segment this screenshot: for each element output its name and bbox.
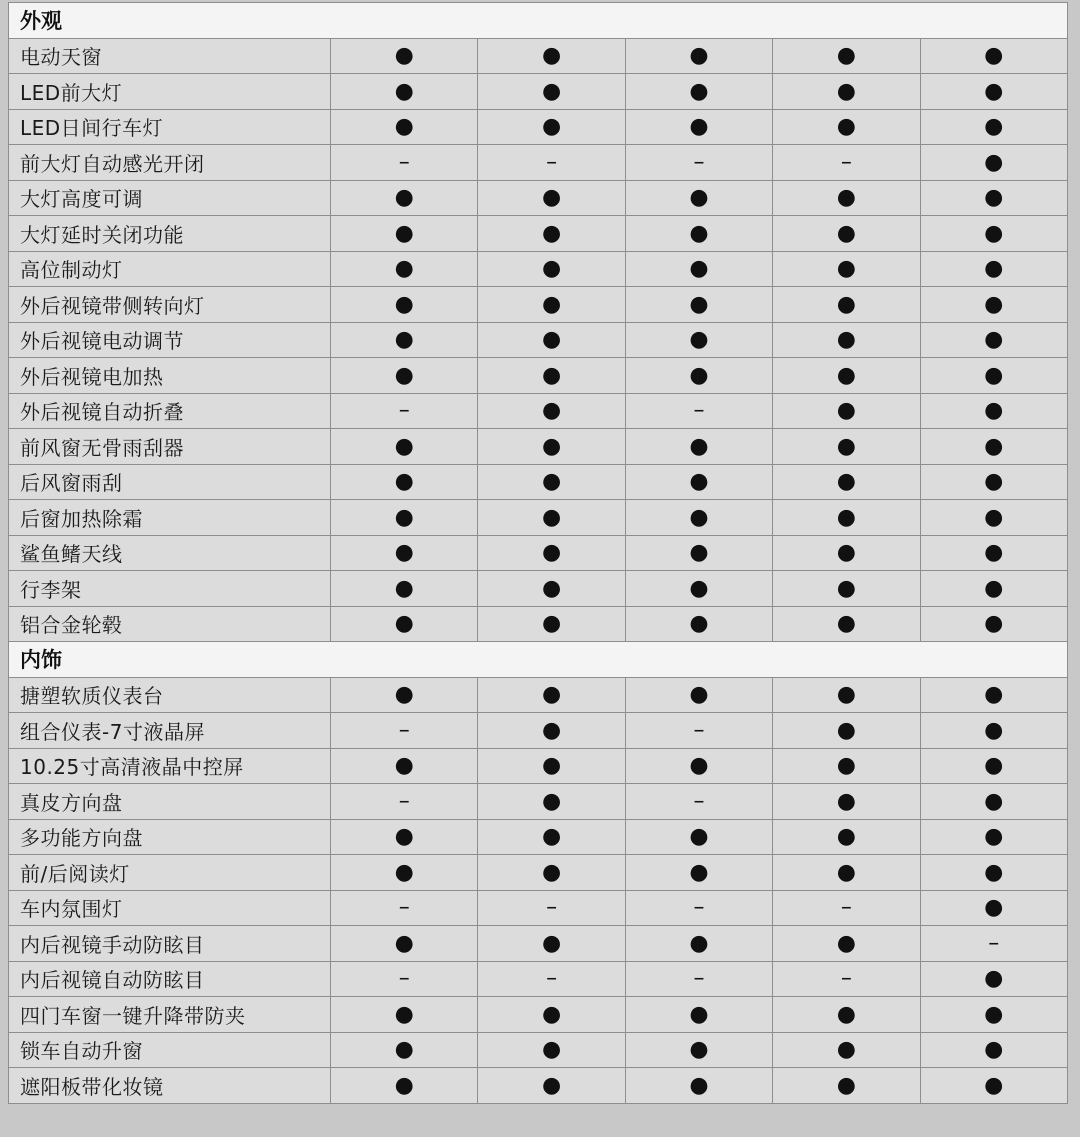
standard-dot: ● [920,322,1067,358]
standard-dot: ● [331,606,478,642]
standard-dot: ● [625,997,772,1033]
standard-dot: ● [331,287,478,323]
not-available-dash: – [331,713,478,749]
standard-dot: ● [478,429,625,465]
table-row [9,287,1068,323]
standard-dot: ● [625,926,772,962]
table-row [9,855,1068,891]
standard-dot: ● [331,1032,478,1068]
feature-label: 行李架 [9,571,331,607]
standard-dot: ● [625,180,772,216]
feature-label: 后风窗雨刮 [9,464,331,500]
feature-label: 鲨鱼鳍天线 [9,535,331,571]
standard-dot: ● [773,926,920,962]
feature-label: 搪塑软质仪表台 [9,677,331,713]
standard-dot: ● [331,464,478,500]
standard-dot: ● [773,1068,920,1104]
standard-dot: ● [773,251,920,287]
table-row [9,748,1068,784]
standard-dot: ● [478,784,625,820]
standard-dot: ● [331,500,478,536]
feature-label: 内后视镜自动防眩目 [9,961,331,997]
table-row [9,1068,1068,1104]
not-available-dash: – [331,145,478,181]
standard-dot: ● [625,38,772,74]
standard-dot: ● [773,606,920,642]
standard-dot: ● [625,855,772,891]
standard-dot: ● [478,1032,625,1068]
feature-label: 大灯高度可调 [9,180,331,216]
standard-dot: ● [920,429,1067,465]
standard-dot: ● [625,748,772,784]
standard-dot: ● [920,890,1067,926]
not-available-dash: – [625,961,772,997]
table-row [9,251,1068,287]
standard-dot: ● [331,535,478,571]
table-row [9,180,1068,216]
standard-dot: ● [478,109,625,145]
standard-dot: ● [625,358,772,394]
not-available-dash: – [773,961,920,997]
section-header [9,642,1068,678]
standard-dot: ● [920,216,1067,252]
standard-dot: ● [478,180,625,216]
standard-dot: ● [625,606,772,642]
standard-dot: ● [920,961,1067,997]
standard-dot: ● [331,251,478,287]
feature-label: 车内氛围灯 [9,890,331,926]
feature-label: 大灯延时关闭功能 [9,216,331,252]
not-available-dash: – [625,145,772,181]
standard-dot: ● [478,855,625,891]
standard-dot: ● [331,571,478,607]
section-title: 外观 [9,3,1068,39]
not-available-dash: – [625,890,772,926]
table-row [9,322,1068,358]
standard-dot: ● [331,926,478,962]
feature-label: 锁车自动升窗 [9,1032,331,1068]
standard-dot: ● [478,251,625,287]
standard-dot: ● [331,748,478,784]
feature-label: 外后视镜带侧转向灯 [9,287,331,323]
feature-label: 后窗加热除霜 [9,500,331,536]
table-row [9,606,1068,642]
standard-dot: ● [920,784,1067,820]
standard-dot: ● [478,819,625,855]
standard-dot: ● [625,571,772,607]
table-row [9,926,1068,962]
table-row [9,819,1068,855]
standard-dot: ● [920,855,1067,891]
standard-dot: ● [478,358,625,394]
table-row [9,464,1068,500]
standard-dot: ● [625,429,772,465]
standard-dot: ● [625,500,772,536]
feature-label: 前大灯自动感光开闭 [9,145,331,181]
standard-dot: ● [331,358,478,394]
not-available-dash: – [478,145,625,181]
standard-dot: ● [773,535,920,571]
standard-dot: ● [478,606,625,642]
standard-dot: ● [331,180,478,216]
standard-dot: ● [625,535,772,571]
standard-dot: ● [478,571,625,607]
not-available-dash: – [478,890,625,926]
table-row [9,393,1068,429]
standard-dot: ● [773,429,920,465]
not-available-dash: – [331,784,478,820]
section-title: 内饰 [9,642,1068,678]
standard-dot: ● [625,464,772,500]
standard-dot: ● [478,74,625,110]
standard-dot: ● [625,251,772,287]
table-row [9,677,1068,713]
standard-dot: ● [478,926,625,962]
table-row [9,216,1068,252]
standard-dot: ● [773,677,920,713]
table-row [9,1032,1068,1068]
standard-dot: ● [920,606,1067,642]
standard-dot: ● [920,287,1067,323]
standard-dot: ● [773,855,920,891]
feature-label: 外后视镜电动调节 [9,322,331,358]
not-available-dash: – [478,961,625,997]
table-row [9,890,1068,926]
standard-dot: ● [920,74,1067,110]
feature-label: 遮阳板带化妆镜 [9,1068,331,1104]
standard-dot: ● [478,38,625,74]
table-row [9,38,1068,74]
standard-dot: ● [331,997,478,1033]
standard-dot: ● [773,748,920,784]
standard-dot: ● [331,677,478,713]
feature-label: LED前大灯 [9,74,331,110]
standard-dot: ● [773,358,920,394]
standard-dot: ● [773,819,920,855]
standard-dot: ● [625,677,772,713]
standard-dot: ● [773,180,920,216]
standard-dot: ● [773,713,920,749]
table-row [9,997,1068,1033]
not-available-dash: – [773,890,920,926]
standard-dot: ● [331,109,478,145]
standard-dot: ● [773,500,920,536]
standard-dot: ● [625,1032,772,1068]
standard-dot: ● [920,358,1067,394]
table-row [9,535,1068,571]
feature-label: 组合仪表-7寸液晶屏 [9,713,331,749]
standard-dot: ● [331,38,478,74]
table-row [9,571,1068,607]
feature-label: 电动天窗 [9,38,331,74]
not-available-dash: – [331,393,478,429]
feature-label: 多功能方向盘 [9,819,331,855]
standard-dot: ● [625,322,772,358]
not-available-dash: – [625,713,772,749]
standard-dot: ● [773,216,920,252]
standard-dot: ● [920,109,1067,145]
standard-dot: ● [920,500,1067,536]
feature-label: 10.25寸高清液晶中控屏 [9,748,331,784]
standard-dot: ● [625,216,772,252]
table-row [9,429,1068,465]
standard-dot: ● [773,74,920,110]
standard-dot: ● [625,287,772,323]
standard-dot: ● [773,997,920,1033]
standard-dot: ● [478,1068,625,1104]
standard-dot: ● [920,748,1067,784]
standard-dot: ● [478,287,625,323]
section-header [9,3,1068,39]
standard-dot: ● [773,1032,920,1068]
not-available-dash: – [773,145,920,181]
not-available-dash: – [625,784,772,820]
standard-dot: ● [478,393,625,429]
feature-label: 外后视镜自动折叠 [9,393,331,429]
standard-dot: ● [920,997,1067,1033]
standard-dot: ● [331,1068,478,1104]
feature-label: 四门车窗一键升降带防夹 [9,997,331,1033]
table-row [9,961,1068,997]
table-row [9,358,1068,394]
standard-dot: ● [625,109,772,145]
feature-label: 铝合金轮毂 [9,606,331,642]
standard-dot: ● [478,500,625,536]
table-row [9,500,1068,536]
table-row [9,713,1068,749]
standard-dot: ● [773,464,920,500]
feature-label: 高位制动灯 [9,251,331,287]
standard-dot: ● [625,1068,772,1104]
table-row [9,145,1068,181]
standard-dot: ● [920,713,1067,749]
standard-dot: ● [331,216,478,252]
standard-dot: ● [773,322,920,358]
standard-dot: ● [478,997,625,1033]
standard-dot: ● [478,464,625,500]
feature-label: 内后视镜手动防眩目 [9,926,331,962]
standard-dot: ● [773,393,920,429]
standard-dot: ● [773,38,920,74]
standard-dot: ● [920,1032,1067,1068]
table-row [9,784,1068,820]
standard-dot: ● [331,819,478,855]
table-row [9,109,1068,145]
standard-dot: ● [920,180,1067,216]
standard-dot: ● [920,464,1067,500]
not-available-dash: – [331,961,478,997]
standard-dot: ● [331,74,478,110]
standard-dot: ● [478,216,625,252]
standard-dot: ● [331,855,478,891]
standard-dot: ● [625,819,772,855]
standard-dot: ● [773,109,920,145]
table-row [9,74,1068,110]
standard-dot: ● [773,784,920,820]
standard-dot: ● [920,1068,1067,1104]
feature-label: 真皮方向盘 [9,784,331,820]
not-available-dash: – [625,393,772,429]
feature-label: 外后视镜电加热 [9,358,331,394]
standard-dot: ● [773,287,920,323]
standard-dot: ● [920,819,1067,855]
spec-table [8,2,1068,1104]
feature-label: LED日间行车灯 [9,109,331,145]
standard-dot: ● [478,322,625,358]
feature-label: 前风窗无骨雨刮器 [9,429,331,465]
standard-dot: ● [920,571,1067,607]
standard-dot: ● [478,677,625,713]
standard-dot: ● [625,74,772,110]
standard-dot: ● [478,535,625,571]
standard-dot: ● [920,535,1067,571]
not-available-dash: – [920,926,1067,962]
standard-dot: ● [773,571,920,607]
standard-dot: ● [331,429,478,465]
standard-dot: ● [478,748,625,784]
standard-dot: ● [920,145,1067,181]
standard-dot: ● [920,677,1067,713]
standard-dot: ● [920,251,1067,287]
standard-dot: ● [478,713,625,749]
standard-dot: ● [920,38,1067,74]
feature-label: 前/后阅读灯 [9,855,331,891]
not-available-dash: – [331,890,478,926]
standard-dot: ● [920,393,1067,429]
standard-dot: ● [331,322,478,358]
